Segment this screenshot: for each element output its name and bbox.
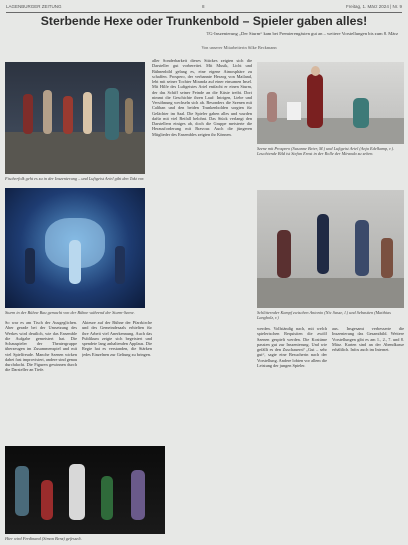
photo5-caption: Hier wird Ferdinand (Simon Benz) gefesselt. [5, 536, 82, 541]
photo-stage-dancers [5, 62, 145, 174]
text-column-d [257, 326, 327, 540]
text-column-e [332, 326, 404, 540]
text-column-b [82, 320, 152, 440]
masthead [6, 3, 402, 13]
article-byline: Von unserer Mitarbeiterin Silke Beckmann [201, 45, 277, 50]
article-subline: TG-Inszenierung „Der Sturm“ kam bei Premierengästen gut an – weitere Vorstellungen bis zum 8. März [206, 31, 398, 36]
paragraph: Akteure auf der Bühne der Pfarrkirche und des Gemeindesaals erhielten für ihre Arbeit viel Anerkennung. Auch das Publikum zeigte sich begeistert und spendete lang anhaltenden Applaus. Die Regie hat es verstanden, die Stärken jedes Einzelnen zur Geltung zu bringen. [82, 320, 152, 357]
article-headline: Sterbende Hexe oder Trunkenbold – Spieler gaben alles! [40, 14, 368, 28]
paragraph: werden. Vollständig nach, mit welch spielerischen Requisiten die zwölf Szenen gespielt werden. Die Kostüme passten gut zur Inszenierung. Und wie gefällt es den Zuschauern? „Gut – sehr gut“, sagte eine Besucherin nach der Vorstellung. Andere lobten vor allem die Leistung der jungen Spieler. [257, 326, 327, 368]
paragraph: aus. Insgesamt verbesserte die Inszenierung das Gesamtbild. Weitere Vorstellungen gibt es am 1., 2., 7. und 8. März. Karten sind an der Abendkasse erhältlich. Infos auch im Internet. [332, 326, 404, 352]
page-number: 8 [202, 4, 205, 9]
photo-ferdinand-scene [5, 446, 165, 534]
photo3-caption: Sturm in der Bühne Bau gemacht von der Bühne während der Sturm-Szene. [5, 310, 135, 315]
issue-date: Freitag, 1. März 2024 | Nr. 9 [346, 4, 402, 9]
photo2-caption: Szene mit Prospero (Susanne Beier, M.) und Luftgeist Ariel (Anja Edelkamp, r.). Leuchtende Bild ist Stefan Ernst in der Rolle der Miranda zu sehen. [257, 146, 395, 156]
photo-prospero-scene [257, 62, 404, 144]
paragraph: aller Sonderbarkeit dieses Stückes zeigten sich die Darsteller gut vorbereitet. Mit Musik, Licht und Bühnenbild gelang es, eine eigene Atmosphäre zu schaffen. Prospero, der verbannte Herzog von Mailand, lebt mit seiner Tochter Miranda auf einer einsamen Insel. Mit Hilfe des Luftgeistes Ariel entfacht er einen Sturm, der das Schiff seiner Feinde an die Küste treibt. Dort nimmt die Geschichte ihren Lauf: Intrigen, Liebe und Versöhnung wechseln sich ab. Besonders die Szenen mit Caliban und den beiden Trunkenbolden sorgten für Gelächter im Saal. Die Spieler gaben alles und wurden dafür mit viel Beifall belohnt. Das Stück verlangt den Darstellern einiges ab, doch die Gruppe meisterte die Herausforderung mit Bravour. Auch die jüngeren Mitglieder des Ensembles zeigten ihr Können. [152, 58, 252, 137]
paragraph: So war es am Tisch der Ausgeglichen. Aber gerade bei der Umsetzung des Werkes wird deutlich, wie das Ensemble die Aufgabe gemeistert hat. Die Schauspieler der Theatergruppe überzeugen im Zusammenspiel und mit viel Spielfreude. Manche Szenen wirken dabei fast improvisiert, andere sind genau durchdacht. Die Figuren gewinnen durch die Darsteller an Tiefe. [5, 320, 77, 373]
text-column-c [152, 58, 252, 540]
newspaper-name: LAGENBURGER ZEITUNG [6, 4, 62, 9]
photo4-caption: Schlitternder Kampf zwischen Antonio (Nic Sasse, l.) und Sebastien (Matthias Langholz, r.) [257, 310, 391, 320]
photo-fight-scene [257, 190, 404, 308]
photo1-caption: Fischerfolk geht es zu in der Inszenierung – und Luftgeist Ariel gibt den Takt vor. [5, 176, 145, 181]
text-column-a [5, 320, 77, 440]
photo-storm-scene [5, 188, 145, 308]
